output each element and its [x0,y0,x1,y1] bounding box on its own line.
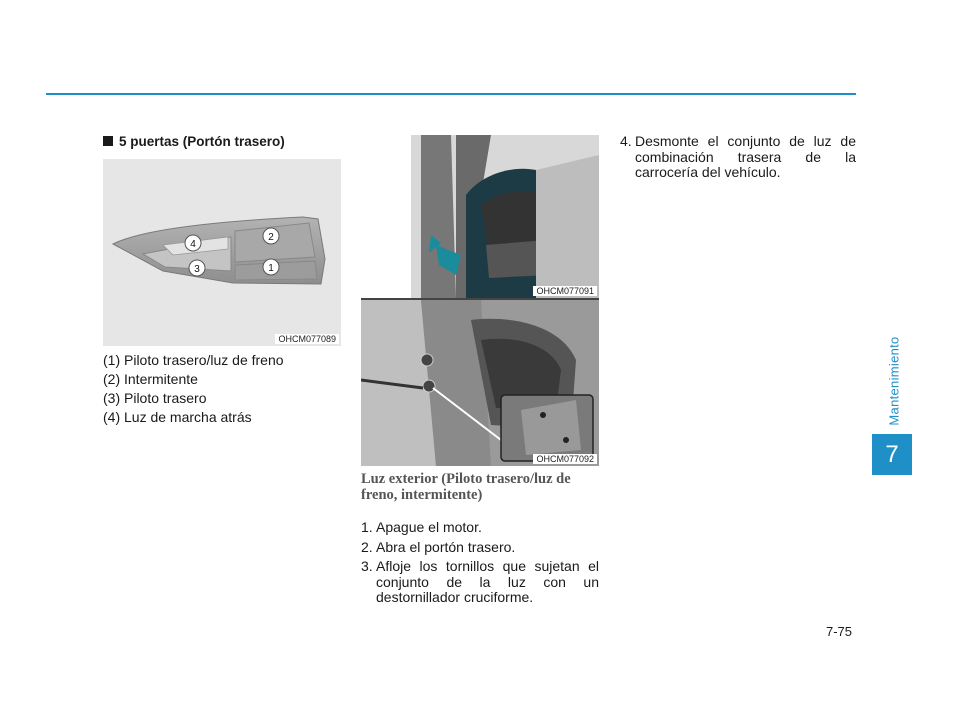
list-item: (4) Luz de marcha atrás [103,409,252,425]
step-4: 4. Desmonte el conjunto de luz de combinación trasera de la carrocería del vehículo. [620,133,856,180]
figure-code: OHCM077092 [533,454,597,464]
header-rule [46,93,856,95]
figure-code: OHCM077089 [275,334,339,344]
callout-4: 4 [190,239,196,250]
square-bullet-icon [103,136,113,146]
callout-2: 2 [268,232,274,243]
list-item: (1) Piloto trasero/luz de freno [103,352,284,368]
list-item: (2) Intermitente [103,371,198,387]
step-3: 3. Afloje los tornillos que sujetan el conjunto de la luz con un destornillador cruciforme. [361,558,599,605]
screw-removal-photo [361,300,599,466]
tail-lamp-illustration [103,159,341,346]
step-2: 2. Abra el portón trasero. [361,538,516,555]
figure-code: OHCM077091 [533,286,597,296]
subheading: Luz exterior (Piloto trasero/luz de freno, intermitente) [361,471,571,503]
callout-3: 3 [194,264,200,275]
chapter-number-tab: 7 [872,434,912,475]
section-heading: 5 puertas (Portón trasero) [103,134,285,149]
tailgate-photo [361,135,599,298]
list-item: (3) Piloto trasero [103,390,207,406]
figure-open-tailgate [361,135,599,298]
parts-list [103,351,284,427]
chapter-side-label: Mantenimiento [886,336,902,426]
page-number: 7-75 [826,624,853,639]
callout-1: 1 [268,263,274,274]
step-1: 1. Apague el motor. [361,519,482,535]
steps-list [361,520,599,610]
figure-tail-lamp [103,159,341,346]
figure-screw-removal [361,300,599,466]
